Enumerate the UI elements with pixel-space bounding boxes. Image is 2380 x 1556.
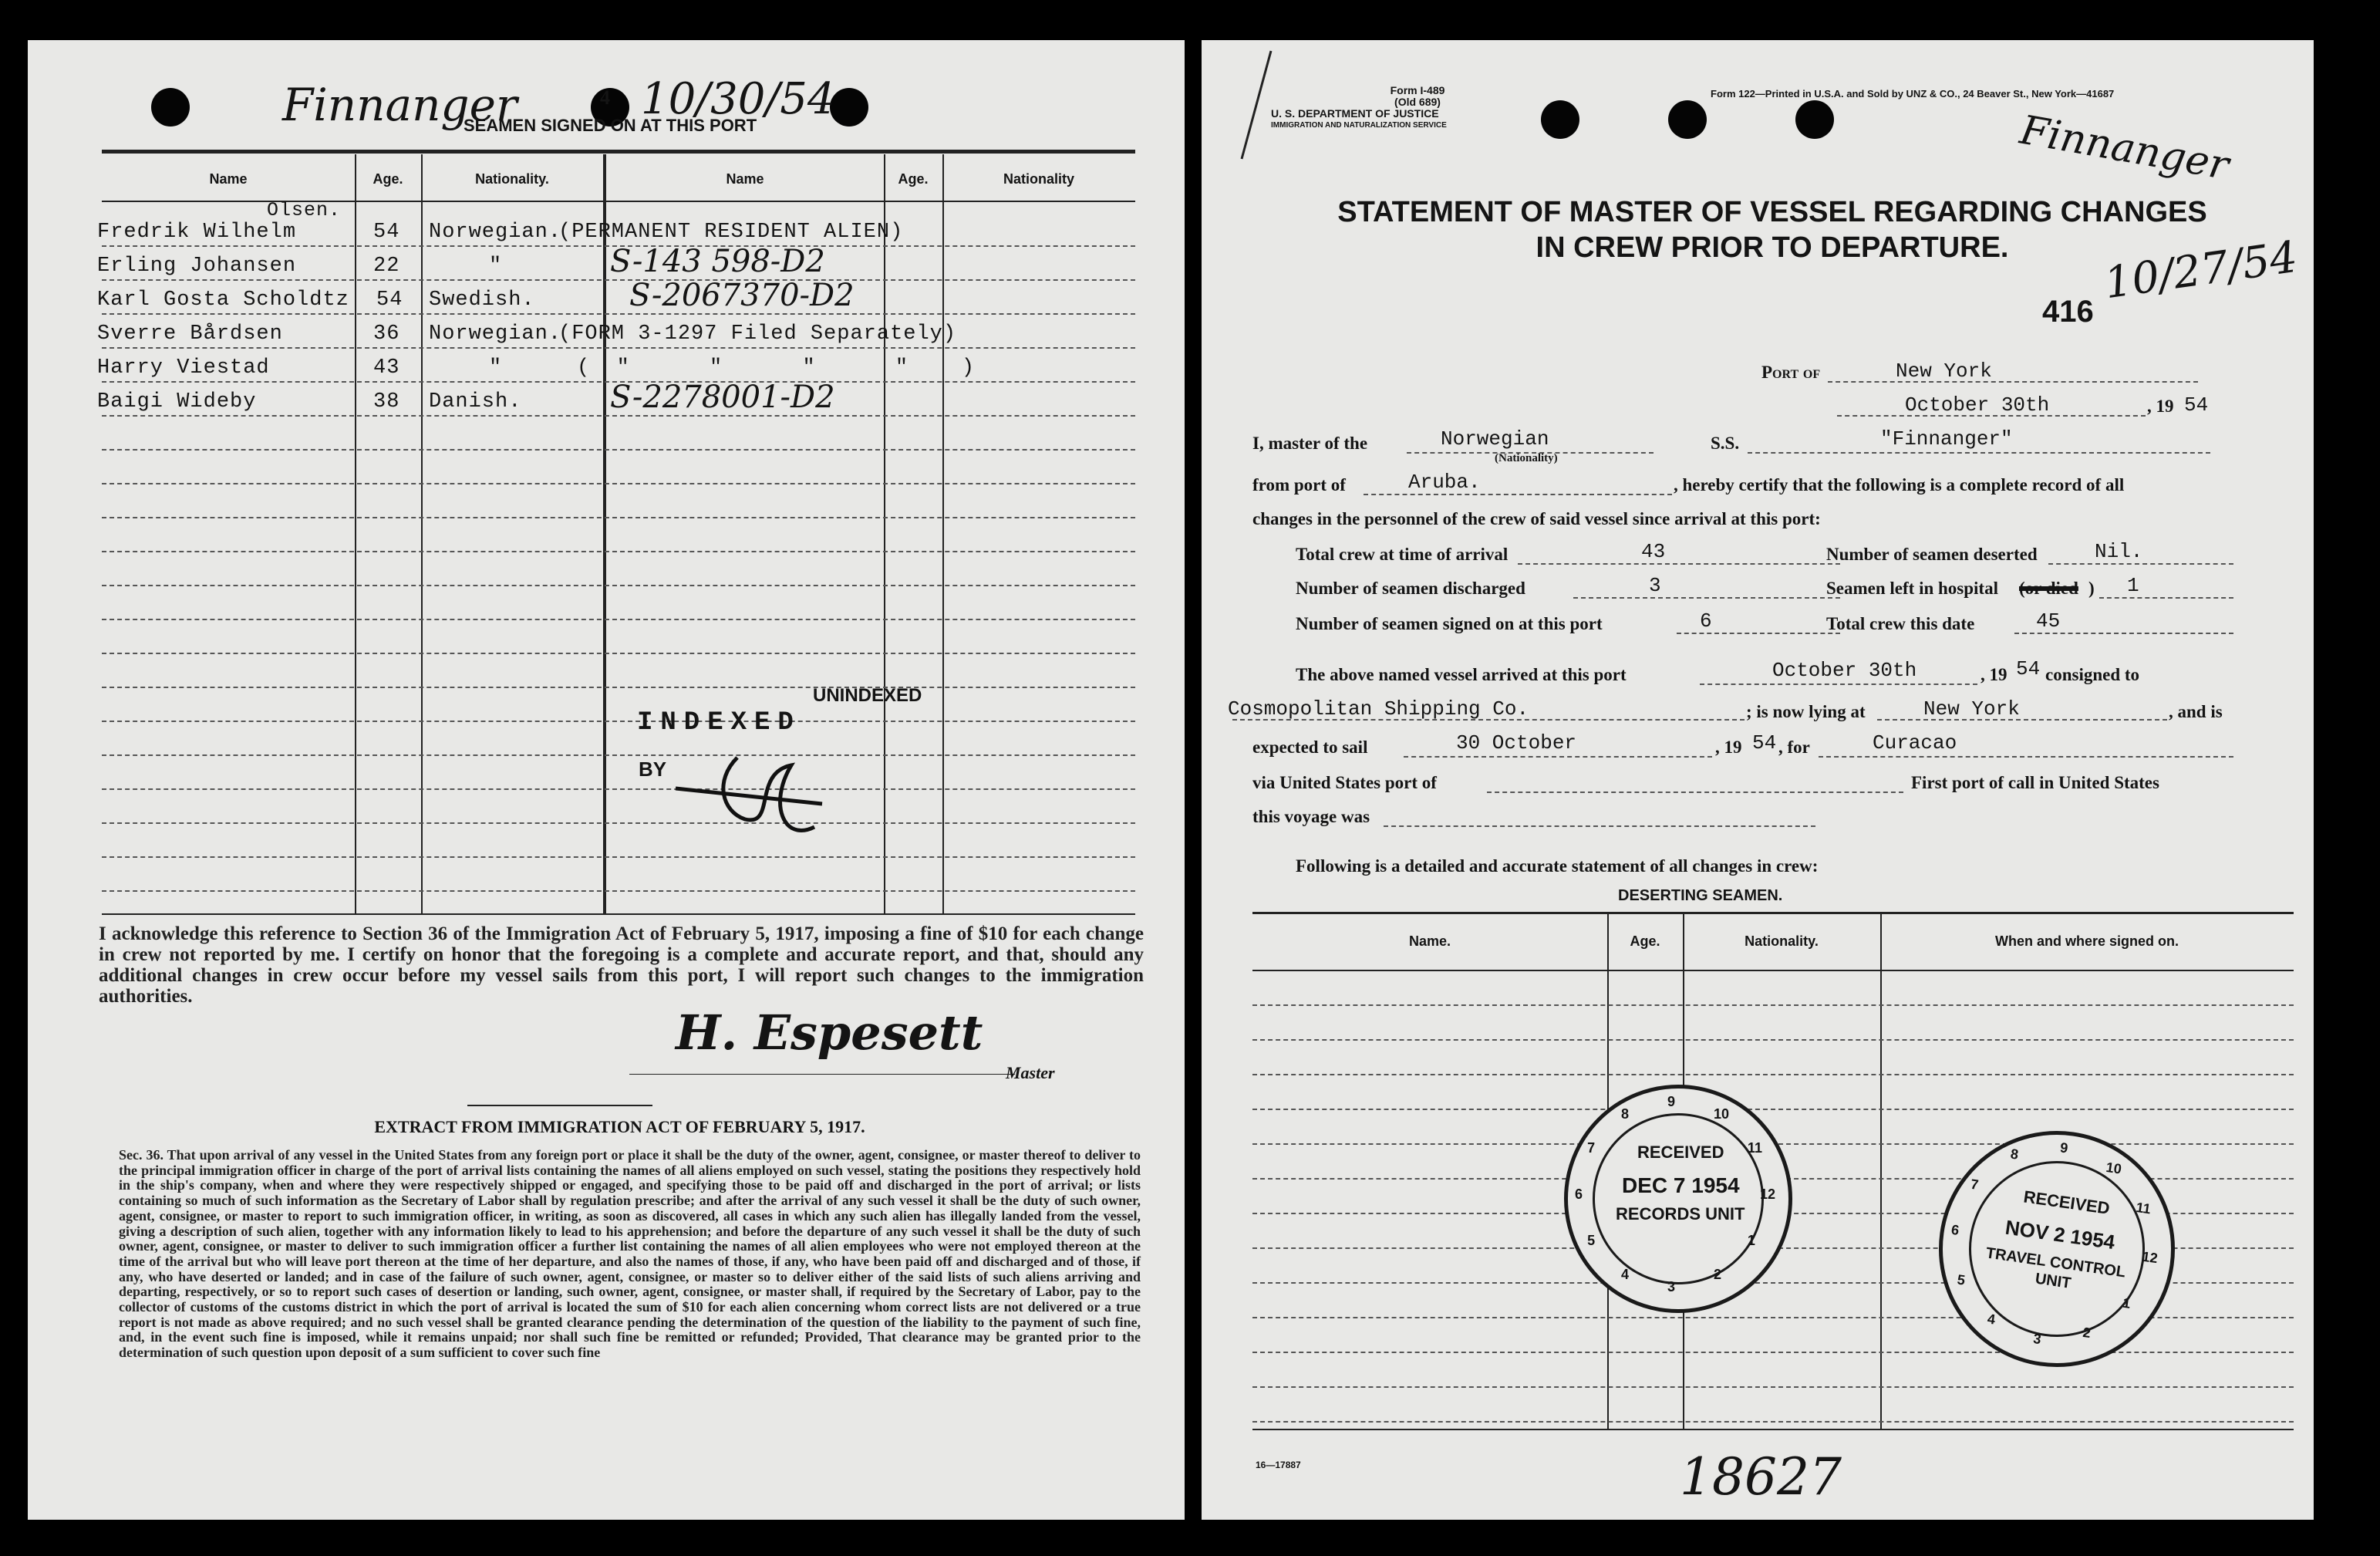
fill-line: [2014, 633, 2233, 634]
form-serial-number: 416: [2042, 295, 2094, 329]
row-age: 38: [373, 390, 400, 413]
row-line: [102, 551, 1135, 552]
page-number: 4: [600, 86, 610, 109]
row-line: [102, 483, 1135, 484]
indexed-by-label: BY: [639, 758, 667, 781]
title-line-2: IN CREW PRIOR TO DEPARTURE.: [1536, 231, 2009, 264]
row-line: [102, 754, 1135, 756]
travel-control-stamp: [1923, 1116, 2190, 1382]
master-label: Master: [1006, 1063, 1055, 1082]
column-header: Name.: [1408, 933, 1451, 949]
stamp-clock-number: 6: [1950, 1221, 1960, 1239]
hospital-value: 1: [2127, 574, 2139, 597]
from-port-label: from port of: [1252, 475, 1346, 494]
deserted-label: Number of seamen deserted: [1826, 545, 2038, 564]
handwritten-vessel-name: Finnanger: [2016, 106, 2233, 190]
expected-year-prefix: , 19: [1715, 737, 1742, 757]
row-name: Erling Johansen: [97, 255, 297, 278]
table-bottom-rule: [1252, 1429, 2294, 1430]
col-divider: [603, 154, 606, 913]
column-header: Nationality: [1003, 171, 1074, 187]
column-header: Age.: [898, 171, 929, 187]
printer-credit: Form 122—Printed in U.S.A. and Sold by UNZ & CO., 24 Beaver St., New York—41687: [1711, 88, 2115, 100]
column-header: Nationality.: [1745, 933, 1819, 949]
arrived-year-value: 54: [2016, 657, 2041, 680]
pen-mark: [1232, 43, 1279, 167]
arrived-year-prefix: , 19: [1981, 665, 2007, 684]
year-value: 54: [2184, 393, 2209, 417]
row-age: 22: [373, 255, 400, 278]
arrived-label: The above named vessel arrived at this port: [1296, 665, 1627, 684]
fill-line: [1384, 825, 1815, 827]
stamp-date: DEC 7 1954: [1622, 1173, 1740, 1197]
stamp-clock-number: 1: [2122, 1294, 2132, 1311]
title-line-1: STATEMENT OF MASTER OF VESSEL REGARDING CHANGES: [1337, 196, 2207, 228]
row-name: Harry Viestad: [97, 356, 270, 380]
row-age: 54: [376, 289, 403, 312]
stamp-clock-number: 11: [2135, 1199, 2152, 1217]
punch-hole: [1795, 100, 1834, 139]
stamp-clock-number: 11: [1747, 1140, 1762, 1156]
row-remark: (FORM 3-1297 Filed Separately): [558, 322, 957, 346]
expected-year-value: 54: [1752, 731, 1777, 754]
row-nationality: Norwegian.: [429, 322, 562, 346]
stamp-clock-number: 5: [1956, 1271, 1967, 1288]
table-bottom-rule: [102, 913, 1135, 915]
expected-value: 30 October: [1456, 731, 1577, 754]
row-remark: ( " " " " ): [577, 356, 976, 380]
row-line: [102, 619, 1135, 620]
row-remark: S-2278001-D2: [610, 380, 835, 415]
first-port-label: First port of call in United States: [1911, 773, 2159, 792]
hospital-label: Seamen left in hospital: [1826, 579, 1998, 598]
acknowledgement-text: I acknowledge this reference to Section 36 of the Immigration Act of February 5, 1917, imposing a fine of $10 for each change in crew not reported by me. I certify on honor that the foregoing is a complete and accurate report, and that, should any additional changes in crew occur before my vessel sails from this port, I will report such changes to the immigration authorities.: [99, 923, 1144, 1007]
date-value: October 30th: [1905, 393, 2050, 417]
row-age: 36: [373, 322, 400, 346]
stamp-unit: TRAVEL CONTROL UNIT: [1984, 1244, 2127, 1292]
stamp-inner-ring: [1593, 1113, 1764, 1284]
divider: [467, 1105, 652, 1106]
fill-line: [1828, 381, 2198, 383]
table-top-rule: [102, 150, 1135, 154]
row-line: [1252, 1352, 2294, 1353]
deserting-title: DESERTING SEAMEN.: [1618, 887, 1783, 904]
row-name: Sverre Bårdsen: [97, 322, 283, 346]
row-remark: S-2067370-D2: [629, 278, 855, 313]
stamp-clock-number: 1: [1747, 1233, 1755, 1248]
records-unit-stamp: [1564, 1085, 1792, 1313]
row-nationality: ": [489, 356, 503, 380]
fill-line: [1487, 792, 1903, 793]
extract-text: Sec. 36. That upon arrival of any vessel in the United States from any foreign port or place it shall be the duty of the owner, agent, consignee, or master thereof to deliver to the principal immigration officer in charge of the port of arrival lists containing the names of all aliens employed on such vessel, stating the positions they respectively hold in the ship's company, when and where they were respectively shipped or engaged, and specifying those to be paid off and discharged in the port of arrival; or lists containing so much of such information as the Secretary of Labor shall by regulation prescribe; and after the arrival of any such vessel it shall be the duty of such owner, agent, consignee, or master to report to such immigration officer, in writing, as soon as discovered, all cases in which any such alien has illegally landed from the vessel, giving a description of such alien, together with any information likely to lead to his apprehension; and before the departure of any such vessel it shall be the duty of such owner, agent, consignee, or master to deliver to such immigration officer a further list containing the names of all alien employees who were not employed thereon at the time of the arrival but who will leave port thereon at the time of her departure, and also the names of those, if any, who have been paid off and discharged and of those, if any, who have deserted or landed; and in case of the failure of such owner, agent, consignee, or master so to deliver either of the said lists of such aliens arriving and departing, respectively, or so to report such cases of desertion or landing, such owner, agent, consignee, or master shall, if required by the Secretary of Labor, pay to the collector of customs of the customs district in which the port of arrival is located the sum of $10 for each alien concerning whom correct lists are not delivered or a true report is not made as above required; and no such vessel shall be granted clearance pending the determination of the question of the liability to the payment of such fine, and, in the event such fine is imposed, while it remains unpaid; nor shall such fine be remitted or refunded; Provided, That clearance may be granted prior to the determination of such question upon deposit of a sum sufficient to cover such fine: [119, 1147, 1141, 1361]
stamp-clock-number: 8: [2009, 1146, 2020, 1163]
handwritten-vessel-name: Finnanger: [282, 79, 517, 131]
col-divider: [942, 154, 944, 913]
row-line: [1252, 1039, 2294, 1041]
column-header: When and where signed on.: [1994, 933, 2179, 949]
fill-line: [1364, 494, 1672, 495]
form-number: Form I-489: [1390, 84, 1445, 96]
department-block: [1271, 108, 1447, 131]
discharged-label: Number of seamen discharged: [1296, 579, 1525, 598]
department-name: U. S. DEPARTMENT OF JUSTICE: [1271, 107, 1439, 120]
olsen-note: Olsen.: [267, 199, 342, 221]
certify-text: , hereby certify that the following is a complete record of all: [1674, 475, 2125, 494]
column-header: Name: [209, 171, 248, 187]
column-header: Nationality.: [475, 171, 549, 187]
form-code: 16—17887: [1256, 1460, 1301, 1470]
extract-title: EXTRACT FROM IMMIGRATION ACT OF FEBRUARY 5, 1917.: [374, 1117, 865, 1136]
stamp-clock-number: 5: [1587, 1233, 1596, 1248]
punch-hole: [830, 88, 868, 127]
fill-line: [2048, 563, 2233, 565]
stamp-clock-number: 9: [1667, 1094, 1676, 1109]
discharged-value: 3: [1649, 574, 1661, 597]
fill-line: [1573, 597, 1840, 599]
row-line: [102, 347, 1135, 349]
form-id-block: [1302, 85, 1533, 108]
port-of-label: Port of: [1761, 363, 1821, 382]
stamp-clock-number: 7: [1970, 1176, 1980, 1193]
row-line: [102, 449, 1135, 451]
hospital-paren: ): [2088, 579, 2095, 598]
row-line: [1252, 1004, 2294, 1006]
stamp-received: RECEIVED: [2022, 1186, 2112, 1218]
voyage-label: this voyage was: [1252, 807, 1370, 826]
row-age: 43: [373, 356, 400, 380]
row-name: Karl Gosta Scholdtz: [97, 289, 349, 312]
deserted-value: Nil.: [2095, 540, 2143, 563]
row-line: [102, 721, 1135, 722]
handwritten-date: 10/27/54: [2101, 231, 2301, 309]
row-nationality: Danish.: [429, 390, 522, 413]
nationality-caption: (Nationality): [1495, 452, 1558, 464]
port-of-value: New York: [1896, 359, 1992, 383]
row-remark: S-143 598-D2: [610, 244, 825, 279]
row-nationality: ": [489, 255, 503, 278]
stamp-received: RECEIVED: [1637, 1143, 1724, 1162]
stamp-unit: RECORDS UNIT: [1616, 1204, 1745, 1224]
fill-line: [1518, 563, 1840, 565]
row-name: Baigi Wideby: [97, 390, 257, 413]
header-rule: [1252, 970, 2294, 971]
changes-text: changes in the personnel of the crew of said vessel since arrival at this port:: [1252, 509, 1821, 528]
column-header: Age.: [373, 171, 403, 187]
stamp-clock-number: 9: [2058, 1139, 2069, 1156]
stamp-clock-number: 6: [1575, 1186, 1583, 1202]
row-line: [1252, 1109, 2294, 1110]
fill-line: [1700, 683, 1977, 685]
column-header: Name: [726, 171, 764, 187]
fill-line: [1404, 756, 1712, 758]
following-text: Following is a detailed and accurate statement of all changes in crew:: [1296, 856, 1819, 876]
table-top-rule: [1252, 912, 2294, 914]
ship-name: "Finnanger": [1880, 427, 2013, 451]
row-line: [1252, 1386, 2294, 1388]
signature-line: [629, 1074, 1015, 1075]
lying-value: New York: [1923, 697, 2020, 721]
year-prefix: , 19: [2147, 397, 2174, 416]
row-line: [102, 517, 1135, 518]
fill-line: [1748, 452, 2210, 454]
fill-line: [2099, 597, 2233, 599]
via-label: via United States port of: [1252, 773, 1437, 792]
right-page: [1202, 40, 2314, 1520]
total-crew-arrival-value: 43: [1641, 540, 1666, 563]
row-line: [102, 313, 1135, 315]
col-divider: [421, 154, 423, 913]
stamp-clock-number: 3: [1667, 1279, 1676, 1294]
consigned-label: consigned to: [2045, 665, 2140, 684]
from-port-value: Aruba.: [1408, 471, 1481, 494]
form-old-number: (Old 689): [1394, 96, 1441, 108]
stamp-clock-number: 10: [1714, 1106, 1730, 1122]
total-crew-arrival-label: Total crew at time of arrival: [1296, 545, 1509, 564]
stamp-clock-number: 7: [1587, 1140, 1596, 1156]
signed-on-label: Number of seamen signed on at this port: [1296, 614, 1603, 633]
row-nationality: Norwegian.: [429, 221, 562, 244]
master-of-label: I, master of the: [1252, 434, 1368, 453]
punch-hole: [151, 88, 190, 127]
stamp-date: NOV 2 1954: [2004, 1215, 2117, 1254]
lying-label: ; is now lying at: [1746, 702, 1866, 721]
punch-hole: [1668, 100, 1707, 139]
stamp-clock-number: 4: [1986, 1311, 1997, 1328]
fill-line: [1877, 719, 2167, 721]
total-crew-date-label: Total crew this date: [1826, 614, 1975, 633]
row-line: [102, 653, 1135, 654]
row-line: [102, 585, 1135, 586]
stamp-clock-number: 8: [1621, 1106, 1630, 1122]
ss-label: S.S.: [1711, 434, 1740, 453]
indexed-stamp: INDEXED: [637, 708, 801, 737]
master-signature: H. Espesett: [676, 1004, 983, 1061]
col-divider: [884, 154, 885, 913]
row-line: [102, 890, 1135, 892]
stamp-clock-number: 2: [1714, 1266, 1722, 1282]
row-age: 54: [373, 221, 400, 244]
and-is-text: , and is: [2169, 702, 2223, 721]
stamp-clock-number: 12: [2141, 1248, 2159, 1267]
signed-on-value: 6: [1700, 609, 1712, 633]
row-line: [102, 415, 1135, 417]
for-value: Curacao: [1873, 731, 1957, 754]
stamp-clock-number: 3: [2032, 1330, 2042, 1348]
header-rule: [102, 201, 1135, 202]
stamp-clock-number: 2: [2082, 1325, 2092, 1342]
arrived-value: October 30th: [1772, 659, 1917, 682]
for-label: , for: [1778, 737, 1810, 757]
stamp-clock-number: 10: [2105, 1159, 2123, 1177]
stamp-clock-number: 4: [1621, 1266, 1630, 1282]
row-line: [102, 687, 1135, 688]
expected-label: expected to sail: [1252, 737, 1368, 757]
row-nationality: Swedish.: [429, 289, 535, 312]
row-line: [1252, 1421, 2294, 1423]
row-line: [1252, 1074, 2294, 1075]
nationality-value: Norwegian: [1441, 427, 1549, 451]
stamp-clock-number: 12: [1760, 1186, 1776, 1202]
handwritten-date: 10/30/54: [641, 74, 835, 124]
indexer-initials-scribble: [668, 711, 845, 866]
page-title: SEAMEN SIGNED ON AT THIS PORT: [464, 116, 757, 135]
row-line: [102, 822, 1135, 824]
unindexed-stamp: UNINDEXED: [813, 685, 922, 706]
col-divider: [355, 154, 356, 913]
left-page: [28, 40, 1185, 1520]
column-header: Age.: [1630, 933, 1660, 949]
row-line: [102, 856, 1135, 858]
service-name: IMMIGRATION AND NATURALIZATION SERVICE: [1271, 121, 1447, 130]
row-line: [102, 279, 1135, 281]
punch-hole: [1541, 100, 1579, 139]
total-crew-date-value: 45: [2036, 609, 2061, 633]
fill-line: [1819, 756, 2233, 758]
fill-line: [1677, 633, 1840, 634]
row-name: Fredrik Wilhelm: [97, 221, 297, 244]
handwritten-file-number: 18627: [1680, 1447, 1842, 1507]
row-remark: (PERMANENT RESIDENT ALIEN): [558, 221, 904, 244]
consignee-value: Cosmopolitan Shipping Co.: [1228, 697, 1529, 721]
row-line: [102, 788, 1135, 790]
hospital-struck-text: (or died: [2019, 579, 2078, 598]
